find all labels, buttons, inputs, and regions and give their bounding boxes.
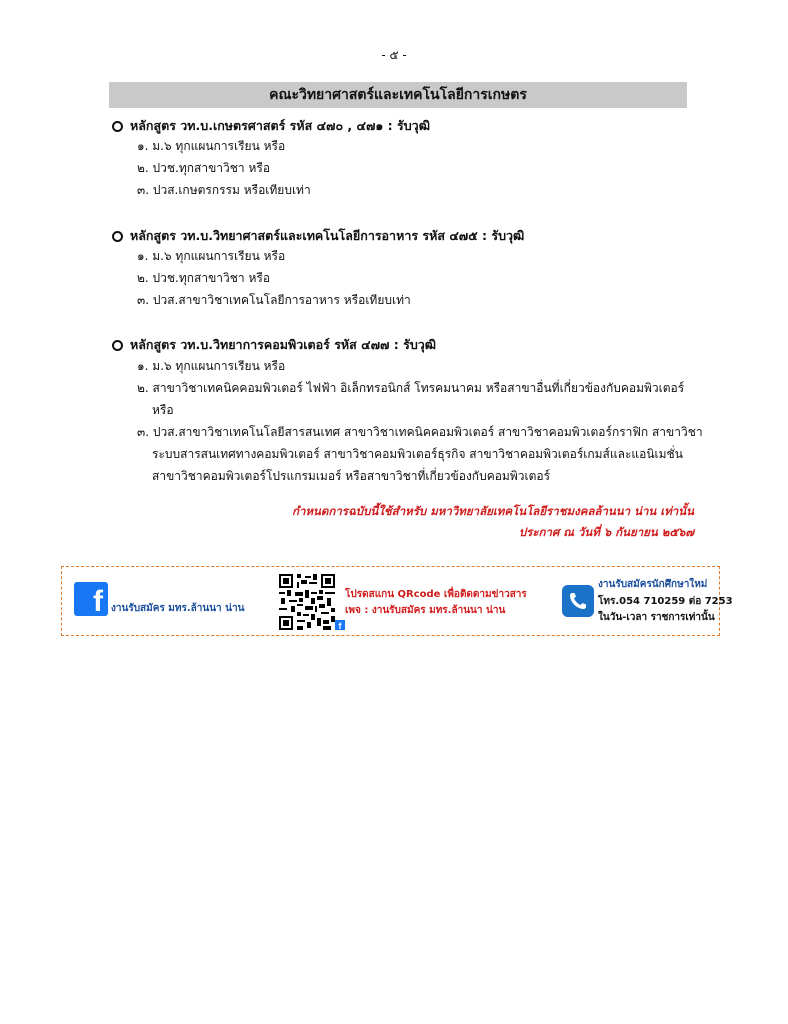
qr-instruction: โปรดสแกน QRcode เพื่อติดตามข่าวสาร xyxy=(345,589,527,600)
list-item: ๑. ม.๖ ทุกแผนการเรียน หรือ xyxy=(137,139,286,153)
facebook-small-icon: f xyxy=(335,620,345,630)
facebook-page-label: งานรับสมัคร มทร.ล้านนา น่าน xyxy=(111,603,245,614)
facebook-icon[interactable]: f xyxy=(74,582,108,616)
list-item-continuation: หรือ xyxy=(152,403,174,417)
list-item: ๓. ปวส.สาขาวิชาเทคโนโลยีสารสนเทศ สาขาวิชาเทคนิคคอมพิวเตอร์ สาขาวิชาคอมพิวเตอร์กราฟิก สาขาวิชา xyxy=(137,425,703,439)
list-item: ๓. ปวส.สาขาวิชาเทคโนโลยีการอาหาร หรือเทียบเท่า xyxy=(137,293,411,307)
notice-line-1: กำหนดการฉบับนี้ใช้สำหรับ มหาวิทยาลัยเทคโนโลยีราชมงคลล้านนา น่าน เท่านั้น xyxy=(292,504,694,518)
section-heading-agriculture xyxy=(112,116,430,136)
bullet-circle-icon xyxy=(112,121,123,132)
phone-icon[interactable] xyxy=(562,585,594,617)
qr-page-name: เพจ : งานรับสมัคร มทร.ล้านนา น่าน xyxy=(345,605,506,616)
faculty-title: คณะวิทยาศาสตร์และเทคโนโลยีการเกษตร xyxy=(109,82,687,108)
contact-title: งานรับสมัครนักศึกษาใหม่ xyxy=(598,579,708,590)
list-item: ๒. ปวช.ทุกสาขาวิชา หรือ xyxy=(137,161,271,175)
qr-code-icon[interactable] xyxy=(279,574,335,630)
section-heading-food-tech xyxy=(112,226,524,246)
list-item: ๒. ปวช.ทุกสาขาวิชา หรือ xyxy=(137,271,271,285)
page-number: - ๕ - xyxy=(381,48,407,62)
contact-hours: ในวัน-เวลา ราชการเท่านั้น xyxy=(598,612,715,623)
section-heading-text: หลักสูตร วท.บ.วิทยาการคอมพิวเตอร์ รหัส ๔๗๗ : รับวุฒิ xyxy=(130,337,437,352)
contact-phone: โทร.054 710259 ต่อ 7253 xyxy=(598,596,733,607)
list-item-continuation: สาขาวิชาคอมพิวเตอร์โปรแกรมเมอร์ หรือสาขาวิชาที่เกี่ยวข้องกับคอมพิวเตอร์ xyxy=(152,469,551,483)
section-heading-computer-science xyxy=(112,335,436,355)
list-item: ๓. ปวส.เกษตรกรรม หรือเทียบเท่า xyxy=(137,183,311,197)
list-item-continuation: ระบบสารสนเทศทางคอมพิวเตอร์ สาขาวิชาคอมพิวเตอร์ธุรกิจ สาขาวิชาคอมพิวเตอร์เกมส์และแอนิเมชั่น xyxy=(152,447,683,461)
list-item: ๑. ม.๖ ทุกแผนการเรียน หรือ xyxy=(137,359,286,373)
section-heading-text: หลักสูตร วท.บ.เกษตรศาสตร์ รหัส ๔๗๐ , ๔๗๑ : รับวุฒิ xyxy=(130,118,430,133)
notice-line-2: ประกาศ ณ วันที่ ๖ กันยายน ๒๕๖๗ xyxy=(518,525,694,539)
section-heading-text: หลักสูตร วท.บ.วิทยาศาสตร์และเทคโนโลยีการอาหาร รหัส ๔๗๕ : รับวุฒิ xyxy=(130,228,525,243)
list-item: ๑. ม.๖ ทุกแผนการเรียน หรือ xyxy=(137,249,286,263)
bullet-circle-icon xyxy=(112,231,123,242)
list-item: ๒. สาขาวิชาเทคนิคคอมพิวเตอร์ ไฟฟ้า อิเล็กทรอนิกส์ โทรคมนาคม หรือสาขาอื่นที่เกี่ยวข้องกับคอมพิวเตอร์ xyxy=(137,381,685,395)
bullet-circle-icon xyxy=(112,340,123,351)
